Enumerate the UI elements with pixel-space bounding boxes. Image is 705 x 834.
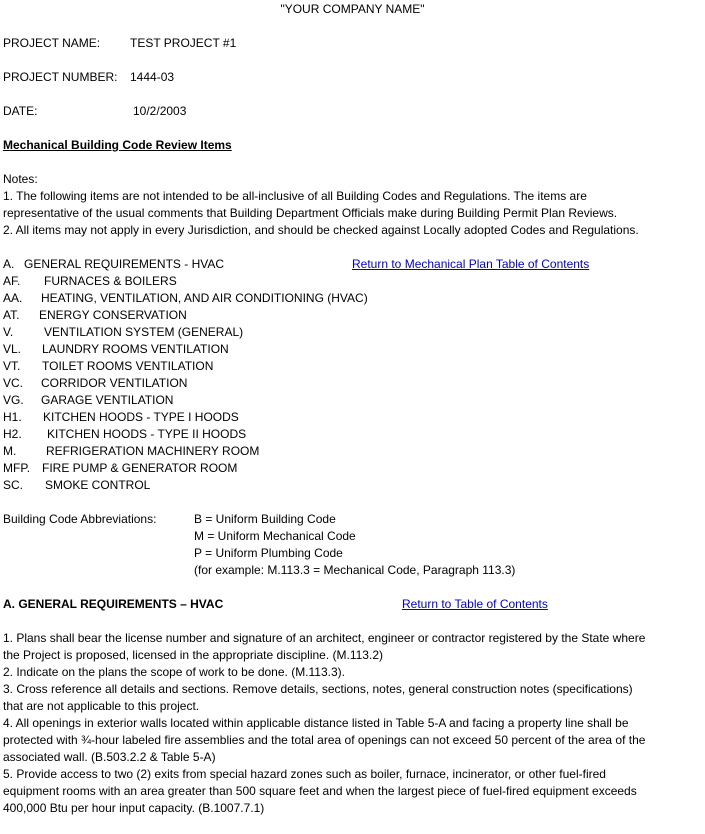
toc-item-kitchen-hoods-type-2: KITCHEN HOODS - TYPE II HOODS [47,427,247,441]
return-to-mechanical-toc-link[interactable]: Return to Mechanical Plan Table of Contents [352,257,590,271]
date-value: 10/2/2003 [133,104,187,118]
abbreviation-line: B = Uniform Building Code [194,512,336,526]
return-to-toc-link[interactable]: Return to Table of Contents [402,597,548,611]
notes-line: 2. All items may not apply in every Jurisdiction, and should be checked against Locally adopted Codes and Regulations. [3,223,639,237]
toc-code: AA. [3,291,23,305]
notes-heading: Notes: [3,172,38,186]
toc-item-general-requirements: GENERAL REQUIREMENTS - HVAC [24,257,225,271]
toc-code: V. [3,325,14,339]
toc-item-laundry-rooms: LAUNDRY ROOMS VENTILATION [42,342,229,356]
section-a-line: protected with ¾-hour labeled fire assemblies and the total area of openings can not exceed 50 percent of the area of the [3,733,646,747]
toc-item-hvac: HEATING, VENTILATION, AND AIR CONDITIONING (HVAC) [41,291,368,305]
company-name: "YOUR COMPANY NAME" [280,2,425,16]
toc-item-furnaces-boilers: FURNACES & BOILERS [44,274,177,288]
date-label: DATE: [3,104,38,118]
toc-item-smoke-control: SMOKE CONTROL [45,478,151,492]
section-a-line: associated wall. (B.503.2.2 & Table 5-A) [3,750,216,764]
section-a-line: the Project is proposed, licensed in the appropriate discipline. (M.113.2) [3,648,383,662]
notes-line: 1. The following items are not intended to be all-inclusive of all Building Codes and Regulations. The items are [3,189,587,203]
toc-code: M. [3,444,17,458]
abbreviation-line: P = Uniform Plumbing Code [194,546,343,560]
page-title: Mechanical Building Code Review Items [3,138,232,152]
toc-code: AF. [3,274,21,288]
toc-code: MFP. [3,461,31,475]
toc-code: SC. [3,478,24,492]
section-a-heading: A. GENERAL REQUIREMENTS – HVAC [3,597,224,611]
section-a-line: 4. All openings in exterior walls located within applicable distance listed in Table 5-A and facing a property line shall be [3,716,629,730]
section-a-line: 5. Provide access to two (2) exits from special hazard zones such as boiler, furnace, incinerator, or other fuel-fired [3,767,606,781]
project-number-value: 1444-03 [130,70,175,84]
abbreviation-example: (for example: M.113.3 = Mechanical Code, Paragraph 113.3) [194,563,516,577]
notes-line: representative of the usual comments that Building Department Officials make during Building Permit Plan Reviews. [3,206,618,220]
toc-item-refrigeration: REFRIGERATION MACHINERY ROOM [46,444,260,458]
toc-code: VG. [3,393,24,407]
toc-item-energy-conservation: ENERGY CONSERVATION [39,308,187,322]
toc-code: H2. [3,427,22,441]
toc-code: VL. [3,342,22,356]
abbreviations-label: Building Code Abbreviations: [3,512,157,526]
section-a-line: 1. Plans shall bear the license number and signature of an architect, engineer or contractor registered by the State where [3,631,646,645]
project-name-label: PROJECT NAME: [3,36,101,50]
toc-item-ventilation-system: VENTILATION SYSTEM (GENERAL) [44,325,244,339]
abbreviation-line: M = Uniform Mechanical Code [194,529,356,543]
project-name-value: TEST PROJECT #1 [130,36,237,50]
toc-item-toilet-rooms: TOILET ROOMS VENTILATION [42,359,214,373]
toc-code: H1. [3,410,22,424]
toc-code: VC. [3,376,24,390]
project-number-label: PROJECT NUMBER: [3,70,118,84]
toc-item-garage: GARAGE VENTILATION [41,393,174,407]
toc-item-fire-pump: FIRE PUMP & GENERATOR ROOM [42,461,238,475]
section-a-line: 3. Cross reference all details and sections. Remove details, sections, notes, general construction notes (specifications) [3,682,633,696]
toc-item-corridor: CORRIDOR VENTILATION [41,376,188,390]
toc-code: AT. [3,308,20,322]
section-a-line: that are not applicable to this project. [3,699,200,713]
section-a-line: 2. Indicate on the plans the scope of work to be done. (M.113.3). [3,665,345,679]
section-a-line: equipment rooms with an area greater than 500 square feet and when the largest piece of fuel-fired equipment exceeds [3,784,637,798]
toc-code: A. [3,257,15,271]
section-a-line: 400,000 Btu per hour input capacity. (B.1007.7.1) [3,801,265,815]
toc-item-kitchen-hoods-type-1: KITCHEN HOODS - TYPE I HOODS [43,410,239,424]
toc-code: VT. [3,359,21,373]
